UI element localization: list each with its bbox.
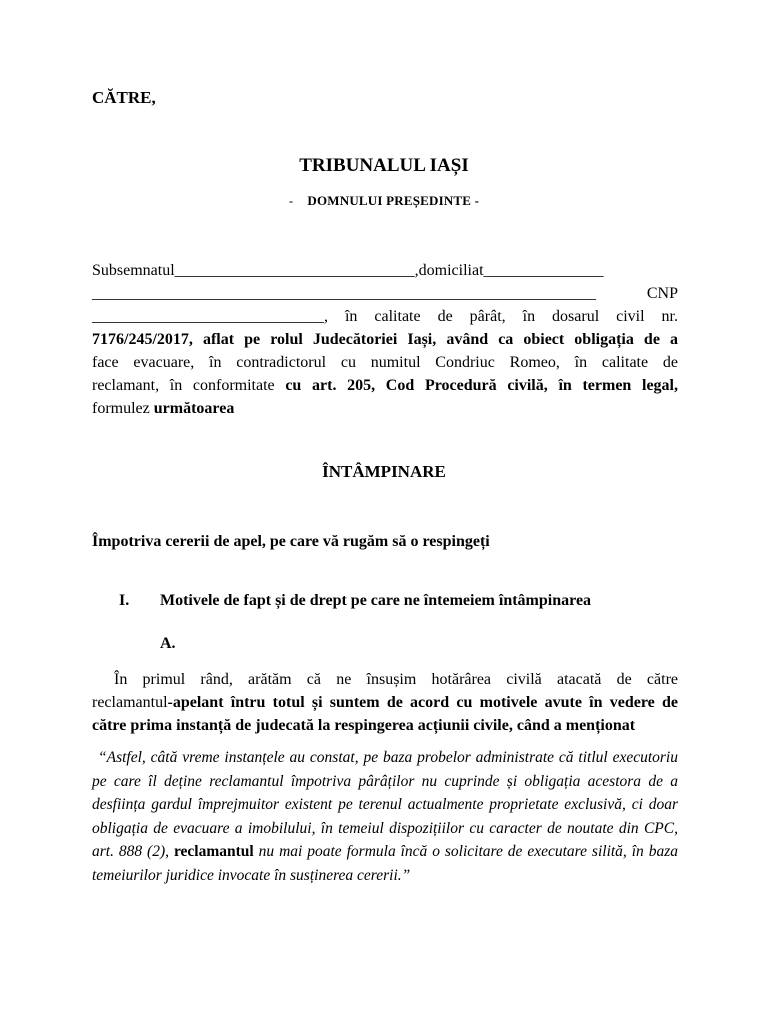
intro-line-6a: reclamant, în conformitate: [92, 377, 275, 394]
quote-part-a: “Astfel, câtă vreme instanțele au constat, pe baza probelor administrate că titlul executoriu pe care îl deține reclamantul împotriva pârâților nu cuprinde și obligația acestora de a desființa gardul împrejmuitor existent pe terenul actualmente proprietate exclusivă, ci doar obligația de evacuare a imobilului, în temeiul dispozițiilor cu caracter de noutate din CPC, art. 888 (2),: [92, 749, 678, 861]
addressee: CĂTRE,: [92, 88, 156, 107]
intro-line-3: _____________________________, în calitate de pârât, în dosarul civil nr.: [92, 308, 678, 325]
document-title: ÎNTÂMPINARE: [322, 462, 446, 481]
president-line: [0, 193, 768, 209]
intro-line-7a: formulez: [92, 400, 154, 417]
intro-line-6b: cu art. 205, Cod Procedură civilă, în termen legal,: [274, 377, 679, 394]
main-paragraph: [92, 668, 678, 737]
intro-line-1: Subsemnatul______________________________,domiciliat_______________: [92, 262, 604, 279]
against-heading: Împotriva cererii de apel, pe care vă rugăm să o respingeți: [92, 533, 490, 550]
quote-part-b: reclamantul: [169, 843, 254, 861]
quote-text: [92, 746, 678, 888]
intro-paragraph: [92, 259, 678, 420]
para-line-2a: reclamantul: [92, 694, 168, 711]
para-line-3: către prima instanță de judecată la respingerea acțiunii civile, când a menționat: [92, 717, 636, 734]
subsection-label: A.: [160, 635, 176, 652]
intro-line-6: [92, 374, 678, 397]
intro-line-5: face evacuare, în contradictorul cu numitul Condriuc Romeo, în calitate de: [92, 354, 678, 371]
president-label: DOMNULUI PREȘEDINTE -: [307, 193, 480, 208]
court-name: TRIBUNALUL IAȘI: [299, 155, 469, 176]
quote-part-c: nu mai poate formula încă o solicitare de executare silită, în baza temeiurilor juridice invocate în susținerea cererii.”: [92, 843, 678, 884]
intro-line-4: 7176/245/2017, aflat pe rolul Judecătoriei Iași, având ca obiect obligația de a: [92, 331, 678, 348]
intro-line-2: _______________________________________________________________ CNP: [92, 285, 678, 302]
section-number: I.: [119, 592, 130, 609]
intro-line-7: [92, 397, 678, 420]
quote-block: [92, 746, 678, 888]
para-line-2: [92, 691, 678, 714]
section-title: Motivele de fapt și de drept pe care ne întemeiem întâmpinarea: [160, 592, 592, 609]
president-dash: -: [288, 193, 294, 208]
para-line-1: În primul rând, arătăm că ne însușim hotărârea civilă atacată de către: [114, 671, 678, 688]
intro-line-7b: următoarea: [153, 400, 235, 417]
para-line-2b: -apelant întru totul și suntem de acord cu motivele avute în vedere de: [167, 694, 678, 711]
